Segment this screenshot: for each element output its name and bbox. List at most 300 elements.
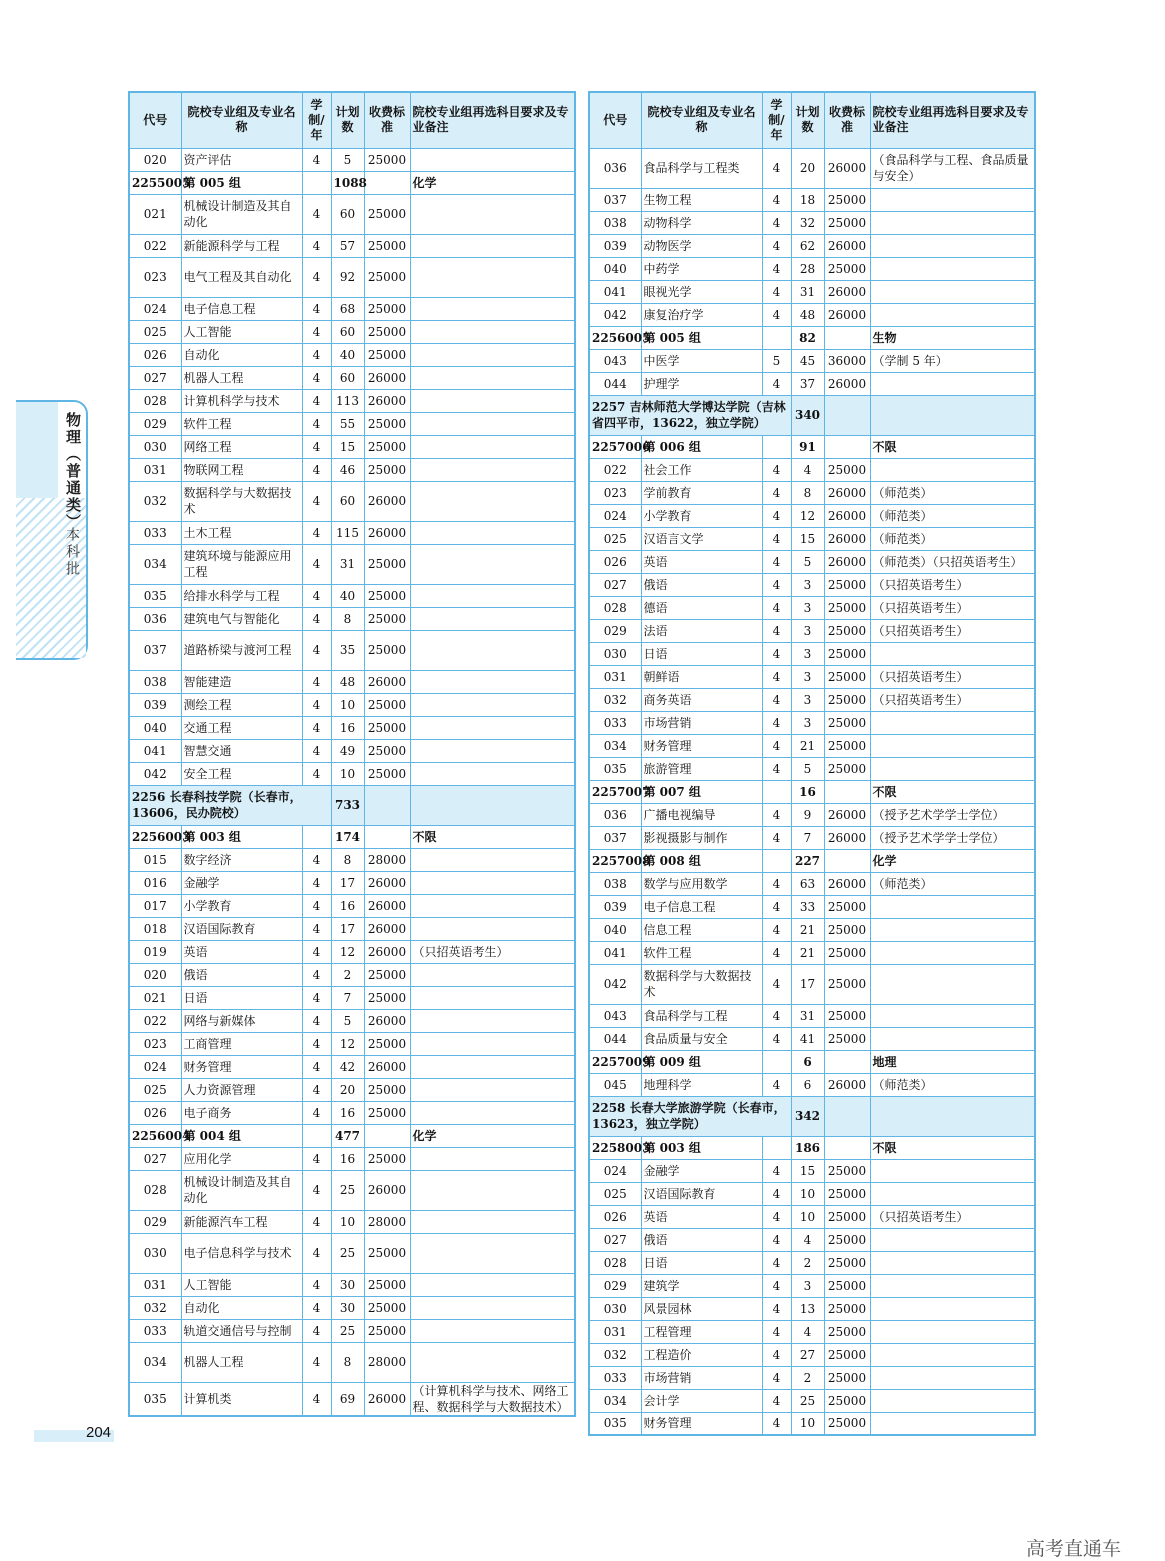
fee-cell: 26000 xyxy=(824,148,870,188)
plan-cell: 2 xyxy=(791,1366,824,1389)
table-row xyxy=(129,1078,575,1101)
plan-cell: 7 xyxy=(791,826,824,849)
table-row xyxy=(129,343,575,366)
subject-requirement: 地理 xyxy=(870,1050,1035,1073)
table-row xyxy=(129,716,575,739)
plan-cell: 3 xyxy=(791,1274,824,1297)
years-cell: 4 xyxy=(762,1320,791,1343)
table-row xyxy=(129,366,575,389)
fee-cell: 25000 xyxy=(364,320,410,343)
group-name: 第 007 组 xyxy=(641,780,762,803)
institution-row xyxy=(589,395,1035,435)
plan-cell: 62 xyxy=(791,234,824,257)
remark-cell xyxy=(410,234,575,257)
group-row xyxy=(129,825,575,848)
remark-cell xyxy=(410,297,575,320)
years-cell: 4 xyxy=(302,435,331,458)
major-name: 交通工程 xyxy=(181,716,302,739)
table-row xyxy=(129,693,575,716)
fee-cell: 36000 xyxy=(824,349,870,372)
major-code: 016 xyxy=(129,871,181,894)
major-name: 应用化学 xyxy=(181,1147,302,1170)
major-code: 022 xyxy=(129,1009,181,1032)
table-row xyxy=(589,642,1035,665)
major-code: 036 xyxy=(129,607,181,630)
subject-requirement: 不限 xyxy=(410,825,575,848)
major-code: 033 xyxy=(589,711,641,734)
group-name: 第 005 组 xyxy=(181,171,302,194)
group-code: 2257009 xyxy=(589,1050,641,1073)
major-code: 042 xyxy=(589,303,641,326)
plan-cell: 28 xyxy=(791,257,824,280)
group-code: 2256004 xyxy=(129,1124,181,1147)
years-cell: 4 xyxy=(762,1412,791,1435)
plan-cell: 5 xyxy=(331,1009,364,1032)
remark-cell xyxy=(870,1366,1035,1389)
table-row xyxy=(129,1342,575,1382)
table-row xyxy=(129,257,575,297)
table-row xyxy=(129,435,575,458)
remark-cell xyxy=(870,280,1035,303)
table-row xyxy=(589,234,1035,257)
group-code: 2257007 xyxy=(589,780,641,803)
major-code: 031 xyxy=(589,665,641,688)
years-cell xyxy=(762,849,791,872)
table-row xyxy=(129,894,575,917)
plan-cell: 60 xyxy=(331,481,364,521)
major-code: 042 xyxy=(129,762,181,785)
major-code: 030 xyxy=(129,1233,181,1273)
fee-cell: 25000 xyxy=(364,1147,410,1170)
plan-cell: 42 xyxy=(331,1055,364,1078)
remark-cell xyxy=(410,693,575,716)
remark-cell xyxy=(410,1296,575,1319)
years-cell: 4 xyxy=(302,1170,331,1210)
table-row xyxy=(589,757,1035,780)
plan-cell: 733 xyxy=(331,785,364,825)
plan-cell: 15 xyxy=(791,1159,824,1182)
fee-cell: 26000 xyxy=(364,1382,410,1416)
years-cell: 4 xyxy=(302,389,331,412)
major-name: 工商管理 xyxy=(181,1032,302,1055)
plan-cell: 5 xyxy=(331,148,364,171)
major-code: 027 xyxy=(589,1228,641,1251)
table-row xyxy=(589,895,1035,918)
fee-cell xyxy=(824,326,870,349)
years-cell: 4 xyxy=(762,803,791,826)
fee-cell xyxy=(824,849,870,872)
major-name: 学前教育 xyxy=(641,481,762,504)
table-row xyxy=(589,596,1035,619)
group-code: 2256003 xyxy=(129,825,181,848)
remark-cell xyxy=(410,1210,575,1233)
group-code: 2258003 xyxy=(589,1136,641,1159)
fee-cell: 25000 xyxy=(364,544,410,584)
major-code: 034 xyxy=(129,1342,181,1382)
major-code: 028 xyxy=(589,596,641,619)
plan-cell: 4 xyxy=(791,1320,824,1343)
remark-cell xyxy=(870,257,1035,280)
group-row xyxy=(589,326,1035,349)
years-cell: 4 xyxy=(302,1032,331,1055)
years-cell: 4 xyxy=(762,757,791,780)
table-row xyxy=(589,280,1035,303)
table-row xyxy=(589,1027,1035,1050)
major-code: 024 xyxy=(589,1159,641,1182)
table-row xyxy=(589,941,1035,964)
years-cell: 4 xyxy=(762,1251,791,1274)
years-cell: 4 xyxy=(762,688,791,711)
years-cell: 4 xyxy=(762,1159,791,1182)
remark-cell xyxy=(870,642,1035,665)
fee-cell: 25000 xyxy=(824,1320,870,1343)
major-name: 工程管理 xyxy=(641,1320,762,1343)
plan-cell: 13 xyxy=(791,1297,824,1320)
years-cell: 4 xyxy=(762,573,791,596)
fee-cell: 26000 xyxy=(824,527,870,550)
major-name: 汉语言文学 xyxy=(641,527,762,550)
major-code: 027 xyxy=(589,573,641,596)
plan-cell: 227 xyxy=(791,849,824,872)
years-cell: 4 xyxy=(302,716,331,739)
major-code: 036 xyxy=(589,803,641,826)
fee-cell xyxy=(824,1050,870,1073)
major-name: 会计学 xyxy=(641,1389,762,1412)
major-code: 032 xyxy=(129,1296,181,1319)
plan-cell: 4 xyxy=(791,458,824,481)
major-name: 信息工程 xyxy=(641,918,762,941)
fee-cell: 26000 xyxy=(364,894,410,917)
remark-cell xyxy=(870,1389,1035,1412)
plan-cell: 60 xyxy=(331,366,364,389)
plan-cell: 37 xyxy=(791,372,824,395)
fee-cell xyxy=(364,1124,410,1147)
major-code: 026 xyxy=(129,1101,181,1124)
major-code: 043 xyxy=(589,349,641,372)
years-cell: 4 xyxy=(762,234,791,257)
fee-cell: 26000 xyxy=(824,372,870,395)
years-cell: 4 xyxy=(762,372,791,395)
fee-cell: 25000 xyxy=(364,148,410,171)
plan-cell: 6 xyxy=(791,1073,824,1096)
table-row xyxy=(129,1009,575,1032)
empty-cell xyxy=(870,395,1035,435)
years-cell: 4 xyxy=(762,1228,791,1251)
major-name: 德语 xyxy=(641,596,762,619)
fee-cell: 25000 xyxy=(824,665,870,688)
plan-cell: 21 xyxy=(791,918,824,941)
major-code: 039 xyxy=(589,895,641,918)
years-cell xyxy=(302,171,331,194)
remark-cell xyxy=(870,918,1035,941)
major-name: 建筑学 xyxy=(641,1274,762,1297)
plan-cell: 3 xyxy=(791,596,824,619)
major-code: 031 xyxy=(129,458,181,481)
fee-cell: 25000 xyxy=(824,1159,870,1182)
major-name: 测绘工程 xyxy=(181,693,302,716)
years-cell: 4 xyxy=(302,1296,331,1319)
years-cell: 4 xyxy=(762,280,791,303)
major-name: 影视摄影与制作 xyxy=(641,826,762,849)
fee-cell: 26000 xyxy=(364,1170,410,1210)
fee-cell: 26000 xyxy=(364,670,410,693)
group-name: 第 003 组 xyxy=(641,1136,762,1159)
fee-cell: 25000 xyxy=(824,964,870,1004)
major-name: 英语 xyxy=(641,1205,762,1228)
table-row xyxy=(589,188,1035,211)
remark-cell xyxy=(410,584,575,607)
major-name: 金融学 xyxy=(641,1159,762,1182)
years-cell: 4 xyxy=(762,303,791,326)
plan-cell: 8 xyxy=(791,481,824,504)
table-row xyxy=(129,607,575,630)
plan-cell: 3 xyxy=(791,688,824,711)
years-cell: 4 xyxy=(762,504,791,527)
years-cell: 4 xyxy=(762,734,791,757)
major-name: 市场营销 xyxy=(641,1366,762,1389)
major-name: 地理科学 xyxy=(641,1073,762,1096)
plan-cell: 2 xyxy=(791,1251,824,1274)
plan-cell: 16 xyxy=(331,716,364,739)
remark-cell xyxy=(410,1319,575,1342)
table-row xyxy=(589,619,1035,642)
major-code: 038 xyxy=(589,211,641,234)
plan-cell: 25 xyxy=(331,1170,364,1210)
remark-cell: （食品科学与工程、食品质量与安全） xyxy=(870,148,1035,188)
fee-cell: 25000 xyxy=(364,458,410,481)
major-name: 眼视光学 xyxy=(641,280,762,303)
fee-cell: 25000 xyxy=(824,1389,870,1412)
plan-cell: 60 xyxy=(331,320,364,343)
years-cell: 4 xyxy=(302,1319,331,1342)
table-row xyxy=(129,917,575,940)
major-code: 030 xyxy=(589,642,641,665)
plan-cell: 12 xyxy=(791,504,824,527)
major-code: 043 xyxy=(589,1004,641,1027)
group-code: 2255005 xyxy=(129,171,181,194)
years-cell: 4 xyxy=(762,527,791,550)
header-years: 学制/年 xyxy=(762,92,791,148)
group-row xyxy=(129,1124,575,1147)
plan-cell: 41 xyxy=(791,1027,824,1050)
major-code: 022 xyxy=(589,458,641,481)
plan-cell: 7 xyxy=(331,986,364,1009)
remark-cell xyxy=(870,211,1035,234)
fee-cell: 26000 xyxy=(364,389,410,412)
major-code: 038 xyxy=(589,872,641,895)
remark-cell xyxy=(870,303,1035,326)
group-code: 2257008 xyxy=(589,849,641,872)
years-cell: 4 xyxy=(302,894,331,917)
institution-name: 2257 吉林师范大学博达学院（吉林省四平市，13622，独立学院） xyxy=(589,395,791,435)
years-cell: 4 xyxy=(762,148,791,188)
table-row xyxy=(589,257,1035,280)
remark-cell xyxy=(870,964,1035,1004)
remark-cell xyxy=(870,895,1035,918)
remark-cell: （授予艺术学学士学位） xyxy=(870,826,1035,849)
plan-cell: 35 xyxy=(331,630,364,670)
table-row xyxy=(589,665,1035,688)
years-cell: 4 xyxy=(302,412,331,435)
remark-cell xyxy=(410,320,575,343)
major-name: 网络与新媒体 xyxy=(181,1009,302,1032)
remark-cell xyxy=(410,917,575,940)
fee-cell: 26000 xyxy=(824,234,870,257)
years-cell xyxy=(302,1124,331,1147)
years-cell: 4 xyxy=(762,1389,791,1412)
fee-cell: 25000 xyxy=(364,297,410,320)
major-name: 食品科学与工程 xyxy=(641,1004,762,1027)
plan-cell: 82 xyxy=(791,326,824,349)
institution-name: 2256 长春科技学院（长春市，13606，民办院校） xyxy=(129,785,331,825)
plan-cell: 69 xyxy=(331,1382,364,1416)
fee-cell: 25000 xyxy=(824,1412,870,1435)
years-cell: 4 xyxy=(762,665,791,688)
remark-cell xyxy=(870,757,1035,780)
years-cell: 4 xyxy=(302,584,331,607)
major-code: 017 xyxy=(129,894,181,917)
major-code: 022 xyxy=(129,234,181,257)
years-cell: 4 xyxy=(302,234,331,257)
remark-cell: （只招英语考生） xyxy=(410,940,575,963)
fee-cell: 25000 xyxy=(824,1251,870,1274)
years-cell xyxy=(762,1136,791,1159)
table-row xyxy=(589,504,1035,527)
major-code: 034 xyxy=(589,1389,641,1412)
table-row xyxy=(589,1182,1035,1205)
remark-cell: （只招英语考生） xyxy=(870,619,1035,642)
fee-cell: 25000 xyxy=(364,257,410,297)
plan-cell: 25 xyxy=(331,1233,364,1273)
major-name: 朝鲜语 xyxy=(641,665,762,688)
major-code: 035 xyxy=(129,1382,181,1416)
major-name: 汉语国际教育 xyxy=(181,917,302,940)
years-cell xyxy=(762,1050,791,1073)
years-cell: 4 xyxy=(762,458,791,481)
remark-cell xyxy=(410,1055,575,1078)
plan-cell: 91 xyxy=(791,435,824,458)
remark-cell: （师范类） xyxy=(870,527,1035,550)
fee-cell: 25000 xyxy=(364,234,410,257)
years-cell xyxy=(302,825,331,848)
table-row xyxy=(589,573,1035,596)
group-name: 第 003 组 xyxy=(181,825,302,848)
table-row xyxy=(129,584,575,607)
table-row xyxy=(129,1055,575,1078)
major-code: 026 xyxy=(589,1205,641,1228)
remark-cell xyxy=(410,894,575,917)
remark-cell xyxy=(870,1251,1035,1274)
admissions-table-left xyxy=(128,91,576,1417)
table-row xyxy=(129,1233,575,1273)
remark-cell xyxy=(410,607,575,630)
plan-cell: 40 xyxy=(331,343,364,366)
plan-cell: 186 xyxy=(791,1136,824,1159)
subject-requirement: 不限 xyxy=(870,435,1035,458)
fee-cell: 25000 xyxy=(824,757,870,780)
years-cell: 4 xyxy=(302,257,331,297)
years-cell xyxy=(762,326,791,349)
major-name: 数据科学与大数据技术 xyxy=(641,964,762,1004)
table-row xyxy=(129,148,575,171)
major-code: 025 xyxy=(129,320,181,343)
years-cell: 4 xyxy=(762,1297,791,1320)
plan-cell: 40 xyxy=(331,584,364,607)
plan-cell: 477 xyxy=(331,1124,364,1147)
table-row xyxy=(589,872,1035,895)
years-cell: 4 xyxy=(762,257,791,280)
plan-cell: 63 xyxy=(791,872,824,895)
remark-cell xyxy=(410,848,575,871)
group-code: 2257006 xyxy=(589,435,641,458)
years-cell: 5 xyxy=(762,349,791,372)
remark-cell xyxy=(870,941,1035,964)
major-code: 042 xyxy=(589,964,641,1004)
watermark: 高考直通车 xyxy=(1026,1538,1122,1560)
plan-cell: 27 xyxy=(791,1343,824,1366)
header-name: 院校专业组及专业名称 xyxy=(641,92,762,148)
table-row xyxy=(589,1274,1035,1297)
fee-cell: 26000 xyxy=(824,872,870,895)
plan-cell: 10 xyxy=(791,1205,824,1228)
major-code: 036 xyxy=(589,148,641,188)
plan-cell: 92 xyxy=(331,257,364,297)
major-code: 040 xyxy=(129,716,181,739)
empty-cell xyxy=(824,395,870,435)
plan-cell: 174 xyxy=(331,825,364,848)
fee-cell: 26000 xyxy=(364,1055,410,1078)
remark-cell xyxy=(410,1233,575,1273)
plan-cell: 3 xyxy=(791,665,824,688)
remark-cell xyxy=(870,372,1035,395)
subject-requirement: 不限 xyxy=(870,780,1035,803)
years-cell: 4 xyxy=(762,642,791,665)
major-code: 040 xyxy=(589,257,641,280)
table-row xyxy=(129,297,575,320)
remark-cell: （学制 5 年） xyxy=(870,349,1035,372)
fee-cell xyxy=(824,1136,870,1159)
major-code: 044 xyxy=(589,372,641,395)
years-cell: 4 xyxy=(302,986,331,1009)
table-row xyxy=(589,1004,1035,1027)
years-cell: 4 xyxy=(302,1233,331,1273)
remark-cell xyxy=(410,871,575,894)
fee-cell: 28000 xyxy=(364,1210,410,1233)
fee-cell: 28000 xyxy=(364,848,410,871)
major-code: 034 xyxy=(129,544,181,584)
years-cell xyxy=(762,780,791,803)
plan-cell: 30 xyxy=(331,1273,364,1296)
years-cell: 4 xyxy=(762,550,791,573)
plan-cell: 33 xyxy=(791,895,824,918)
major-code: 024 xyxy=(129,1055,181,1078)
fee-cell: 25000 xyxy=(824,619,870,642)
major-name: 建筑电气与智能化 xyxy=(181,607,302,630)
fee-cell: 25000 xyxy=(824,1366,870,1389)
group-row xyxy=(589,435,1035,458)
years-cell: 4 xyxy=(762,481,791,504)
subject-requirement: 化学 xyxy=(410,171,575,194)
years-cell: 4 xyxy=(762,826,791,849)
major-name: 电子商务 xyxy=(181,1101,302,1124)
table-row xyxy=(129,1147,575,1170)
plan-cell: 18 xyxy=(791,188,824,211)
major-name: 小学教育 xyxy=(181,894,302,917)
remark-cell: （师范类）（只招英语考生） xyxy=(870,550,1035,573)
fee-cell: 25000 xyxy=(824,918,870,941)
group-row xyxy=(589,849,1035,872)
plan-cell: 15 xyxy=(331,435,364,458)
